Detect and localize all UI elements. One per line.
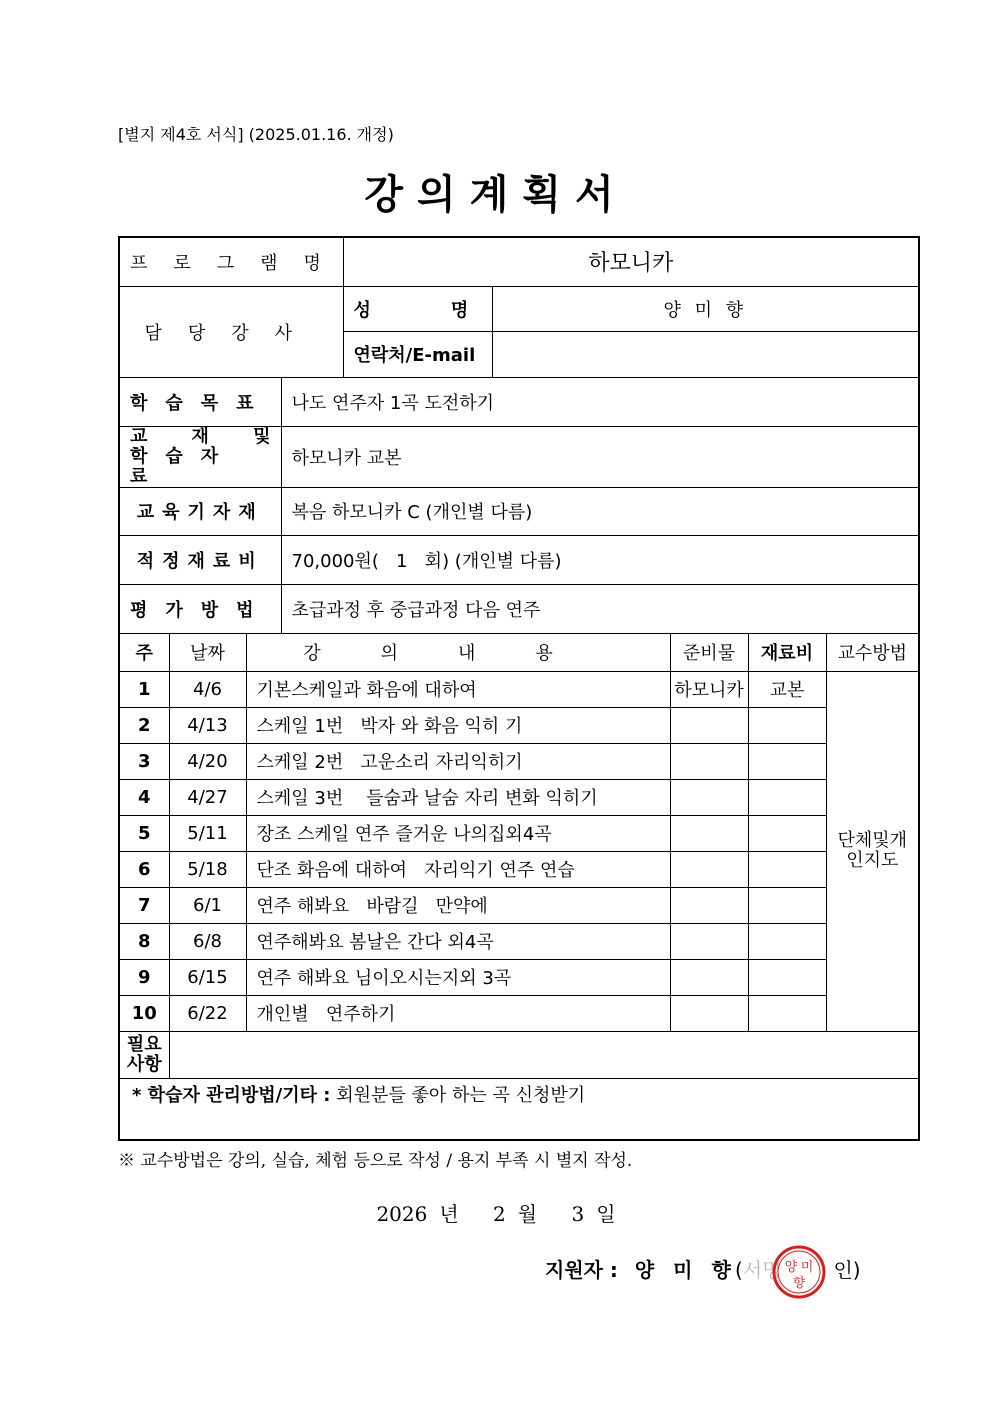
schedule-row <box>119 671 919 707</box>
contact-value <box>492 331 919 377</box>
date-day: 3 <box>571 1202 585 1226</box>
fee-value: 70,000원( 1 회) (개인별 다름) <box>281 535 919 584</box>
content-header: 강의내용 <box>246 633 670 671</box>
date-cell: 4/27 <box>169 779 246 815</box>
fee-cell <box>748 779 826 815</box>
method-cell: 단체및개인지도 <box>826 671 919 1031</box>
fee-cell <box>748 887 826 923</box>
prep-cell <box>670 815 748 851</box>
required-row <box>119 1031 919 1078</box>
date-cell: 4/20 <box>169 743 246 779</box>
schedule-row <box>119 815 919 851</box>
week-cell: 6 <box>119 851 169 887</box>
svg-text:향: 향 <box>792 1276 806 1291</box>
prep-cell <box>670 887 748 923</box>
fee-header: 재료비 <box>748 633 826 671</box>
applicant-name: 양 미 향 <box>634 1258 737 1282</box>
fee-cell <box>748 995 826 1031</box>
prep-cell <box>670 959 748 995</box>
management-cell <box>119 1078 919 1140</box>
prep-cell <box>670 923 748 959</box>
fee-cell: 교본 <box>748 671 826 707</box>
required-label: 필요사항 <box>119 1031 169 1078</box>
evaluation-value: 초급과정 후 중급과정 다음 연주 <box>281 584 919 633</box>
management-value: 회원분들 좋아 하는 곡 신청받기 <box>336 1084 586 1106</box>
name-label: 성명 <box>343 286 492 331</box>
schedule-header-row <box>119 633 919 671</box>
content-cell: 스케일 3번 들숨과 날숨 자리 변화 익히기 <box>246 779 670 815</box>
schedule-row <box>119 851 919 887</box>
prep-cell <box>670 995 748 1031</box>
date-cell: 5/11 <box>169 815 246 851</box>
date-year-unit: 년 <box>439 1202 459 1226</box>
date-cell: 6/8 <box>169 923 246 959</box>
textbook-label <box>119 426 281 487</box>
signature-hint-faint: 서명 <box>742 1258 782 1282</box>
week-cell: 3 <box>119 743 169 779</box>
content-cell: 기본스케일과 화음에 대하여 <box>246 671 670 707</box>
textbook-value: 하모니카 교본 <box>281 426 919 487</box>
schedule-row <box>119 707 919 743</box>
schedule-row <box>119 995 919 1031</box>
prep-cell: 하모니카 <box>670 671 748 707</box>
week-cell: 2 <box>119 707 169 743</box>
equipment-label: 교육기자재 <box>119 487 281 535</box>
date-cell: 4/13 <box>169 707 246 743</box>
date-header: 날짜 <box>169 633 246 671</box>
applicant-line <box>545 1254 737 1283</box>
week-cell: 5 <box>119 815 169 851</box>
goal-label: 학습목표 <box>119 377 281 426</box>
form-id: [별지 제4호 서식] (2025.01.16. 개정) <box>118 125 394 144</box>
contact-label: 연락처/E-mail <box>343 331 492 377</box>
week-cell: 1 <box>119 671 169 707</box>
fee-cell <box>748 959 826 995</box>
prep-cell <box>670 779 748 815</box>
equipment-value: 복음 하모니카 C (개인별 다름) <box>281 487 919 535</box>
prep-cell <box>670 707 748 743</box>
svg-text:미: 미 <box>800 1260 814 1275</box>
date-cell: 6/22 <box>169 995 246 1031</box>
date-day-unit: 일 <box>596 1202 616 1226</box>
prep-cell <box>670 743 748 779</box>
content-cell: 장조 스케일 연주 즐거운 나의집외4곡 <box>246 815 670 851</box>
prep-cell <box>670 851 748 887</box>
week-header: 주 <box>119 633 169 671</box>
date-year: 2026 <box>376 1202 428 1226</box>
instructor-label: 담당강사 <box>119 286 343 377</box>
page-title: 강의계획서 <box>364 172 628 218</box>
textbook-row <box>119 426 919 487</box>
required-value <box>169 1031 919 1078</box>
schedule-row <box>119 743 919 779</box>
fee-label: 적정재료비 <box>119 535 281 584</box>
signature-hint-end: 인) <box>833 1258 861 1282</box>
program-row <box>119 237 919 286</box>
week-cell: 8 <box>119 923 169 959</box>
date-month-unit: 월 <box>517 1202 538 1226</box>
content-cell: 연주 해봐요 님이오시는지외 3곡 <box>246 959 670 995</box>
lecture-plan-table <box>118 236 920 1141</box>
date-cell: 6/1 <box>169 887 246 923</box>
content-cell: 단조 화음에 대하여 자리익기 연주 연습 <box>246 851 670 887</box>
schedule-row <box>119 779 919 815</box>
week-cell: 4 <box>119 779 169 815</box>
date-cell: 6/15 <box>169 959 246 995</box>
week-cell: 7 <box>119 887 169 923</box>
textbook-label-line1: 교 재 및 <box>130 425 271 447</box>
content-cell: 스케일 2번 고운소리 자리익히기 <box>246 743 670 779</box>
instructor-name-row <box>119 286 919 331</box>
fee-cell <box>748 851 826 887</box>
prep-header: 준비물 <box>670 633 748 671</box>
seal-stamp-icon <box>771 1244 827 1300</box>
svg-text:양: 양 <box>784 1260 798 1275</box>
fee-cell <box>748 815 826 851</box>
content-cell: 연주 해봐요 바람길 만약에 <box>246 887 670 923</box>
schedule-row <box>119 923 919 959</box>
applicant-label: 지원자 : <box>545 1258 618 1282</box>
management-row <box>119 1078 919 1140</box>
week-cell: 9 <box>119 959 169 995</box>
management-label: * 학습자 관리방법/기타 : <box>132 1084 331 1106</box>
schedule-row <box>119 887 919 923</box>
content-cell: 스케일 1번 박자 와 화음 익히 기 <box>246 707 670 743</box>
instruction-note: ※ 교수방법은 강의, 실습, 체험 등으로 작성 / 용지 부족 시 별지 작성. <box>118 1151 633 1171</box>
textbook-label-line2: 학습자료 <box>130 445 237 487</box>
date-cell: 4/6 <box>169 671 246 707</box>
date-cell: 5/18 <box>169 851 246 887</box>
week-cell: 10 <box>119 995 169 1031</box>
date-line <box>0 1198 992 1227</box>
method-header: 교수방법 <box>826 633 919 671</box>
name-value: 양 미 향 <box>492 286 919 331</box>
evaluation-row <box>119 584 919 633</box>
evaluation-label: 평가방법 <box>119 584 281 633</box>
date-month: 2 <box>493 1202 506 1226</box>
content-cell: 개인별 연주하기 <box>246 995 670 1031</box>
content-cell: 연주해봐요 봄날은 간다 외4곡 <box>246 923 670 959</box>
goal-value: 나도 연주자 1곡 도전하기 <box>281 377 919 426</box>
program-label: 프로그램명 <box>119 237 343 286</box>
fee-cell <box>748 923 826 959</box>
fee-row <box>119 535 919 584</box>
fee-cell <box>748 743 826 779</box>
equipment-row <box>119 487 919 535</box>
fee-cell <box>748 707 826 743</box>
signature-hint-open: ( <box>735 1258 743 1282</box>
goal-row <box>119 377 919 426</box>
program-value: 하모니카 <box>343 237 919 286</box>
schedule-row <box>119 959 919 995</box>
